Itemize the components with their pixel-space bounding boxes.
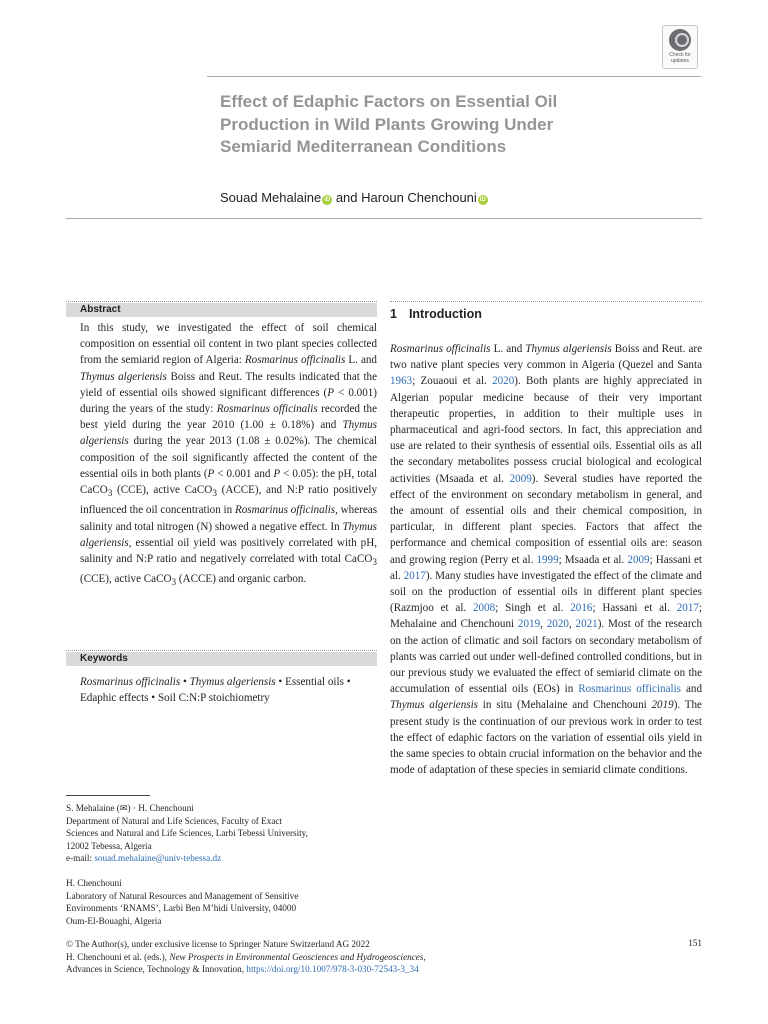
- affiliation-line: Sciences and Natural and Life Sciences, Larbi Tebessi University,: [66, 828, 308, 838]
- keyword: Thymus algeriensis: [189, 676, 276, 688]
- section-title: Introduction: [408, 307, 482, 321]
- author-line: [220, 190, 700, 205]
- citation-link[interactable]: 2021: [575, 618, 598, 631]
- copyright-line: © The Author(s), under exclusive license to Springer Nature Switzerland AG 2022: [66, 939, 370, 949]
- citation-link[interactable]: 2016: [570, 602, 593, 615]
- check-updates-icon: [669, 29, 691, 51]
- affiliation-line: H. Chenchouni: [66, 878, 122, 888]
- citation-link[interactable]: 2017: [676, 602, 699, 615]
- title-line: Effect of Edaphic Factors on Essential Oil: [220, 92, 558, 111]
- top-divider: [207, 76, 701, 77]
- citation-link[interactable]: 2020: [492, 375, 515, 388]
- affiliation-line: 12002 Tebessa, Algeria: [66, 840, 152, 851]
- citation-link[interactable]: Rosmarinus officinalis: [578, 683, 681, 696]
- author-separator: and: [335, 190, 358, 205]
- keyword: Rosmarinus officinalis: [80, 676, 181, 688]
- keyword: Essential oils: [285, 676, 344, 688]
- series-line: Advances in Science, Technology & Innovation, https://doi.org/10.1007/978-3-030-72543-3_34: [66, 964, 419, 974]
- badge-line-2: updates: [671, 58, 689, 64]
- badge-line-1: Check for: [669, 52, 691, 58]
- affiliation-2: [66, 877, 386, 927]
- author-name: Souad Mehalaine: [220, 190, 322, 205]
- keywords-rule: [66, 650, 377, 651]
- citation-line: H. Chenchouni et al. (eds.), New Prospects in Environmental Geosciences and Hydrogeosciences,: [66, 951, 426, 962]
- keywords-heading: Keywords: [66, 652, 377, 666]
- affiliation-line: Department of Natural and Life Sciences, Faculty of Exact: [66, 815, 283, 826]
- citation-link[interactable]: 2009: [509, 472, 532, 485]
- page-number: 151: [688, 938, 702, 948]
- citation-link[interactable]: 2020: [546, 618, 569, 631]
- check-for-updates-badge[interactable]: [662, 25, 698, 69]
- citation-link[interactable]: 2008: [473, 602, 496, 615]
- affiliation-line: Oum-El-Bouaghi, Algeria: [66, 915, 162, 926]
- keywords-list: Rosmarinus officinalis • Thymus algeriensis • Essential oils • Edaphic effects • Soil C:N:P stoichiometry: [80, 676, 351, 705]
- author-name: Haroun Chenchouni: [361, 190, 477, 205]
- intro-rule: [390, 301, 702, 302]
- citation-link[interactable]: 1999: [536, 553, 559, 566]
- section-number: 1: [390, 307, 397, 321]
- affiliation-line: Environments ‘RNAMS’, Larbi Ben M’hidi University, 04000: [66, 903, 297, 913]
- title-line: Semiarid Mediterranean Conditions: [220, 137, 507, 156]
- doi-link[interactable]: https://doi.org/10.1007/978-3-030-72543-3_34: [246, 964, 419, 974]
- header-divider: [66, 218, 702, 219]
- footnote-divider: [66, 795, 150, 796]
- citation-link[interactable]: 2019: [517, 618, 541, 631]
- orcid-icon[interactable]: iD: [479, 197, 486, 203]
- citation-link[interactable]: 2009: [627, 553, 650, 566]
- email-link[interactable]: souad.mehalaine@univ-tebessa.dz: [94, 853, 222, 863]
- citation-link[interactable]: 1963: [390, 375, 413, 388]
- citation-link[interactable]: 2017: [403, 569, 426, 582]
- affiliation-line: Laboratory of Natural Resources and Management of Sensitive: [66, 890, 299, 901]
- affiliation-1: [66, 802, 386, 865]
- intro-body: Rosmarinus officinalis L. and Thymus algeriensis Boiss and Reut. are two native plant species very common in Algeria (Quezel and Santa 1963; Zouaoui et al. 2020). Both plants are highly appreciated in Algerian popular medicine because of their very important therapeutic properties, in addition to their multiple uses in pharmaceutical and agri-food sectors. In fact, this appreciation and use are related to their synthesis of essential oils. Essential oils as all the secondary metabolites possess crucial biological and ecological activities (Msaada et al. 2009). Several studies have reported the effect of the environment on secondary metabolism in general, and the amount of essential oils and their chemical composition, in particular, in different plant species. Factors that affect the performance and chemical composition of essential oils are: season and growing region (Perry et al. 1999; Msaada et al. 2009; Hassani et al. 2017). Many studies have investigated the effect of the climate and soil on the production of essential oils in different plant species (Razmjoo et al. 2008; Singh et al. 2016; Hassani et al. 2017; Mehalaine and Chenchouni 2019, 2020, 2021). Most of the research on the action of climatic and soil factors on secondary metabolism of plants was carried out under well-defined controlled conditions, but in our previous study we evaluated the effect of semiarid climate on the accumulation of essential oils (EOs) in Rosmarinus officinalis and Thymus algeriensis in situ (Mehalaine and Chenchouni 2019). The present study is the continuation of our previous work in order to test the effect of edaphic factors on the variation of essential oils yield in the same species to obtain crucial information on the behavior and the mode of adaptation of these species in semiarid climate conditions.: [390, 343, 703, 777]
- abstract-body: In this study, we investigated the effect of soil chemical composition on essential oil content in two plant species collected from the semiarid region of Algeria: Rosmarinus officinalis L. and Thymus algeriensis Boiss and Reut. The results indicated that the yield of essential oils showed significant differences (P < 0.001) during the years of the study: Rosmarinus officinalis recorded the best yield during the year 2010 (1.00 ± 0.18%) and Thymus algeriensis during the year 2013 (1.08 ± 0.02%). The chemical composition of the soil significantly affected the content of the essential oils in both plants (P < 0.001 and P < 0.05): the pH, total CaCO$_3$ (CCE), active CaCO$_3$ (ACCE), and N:P ratio positively influenced the oil concentration in Rosmarinus officinalis, whereas salinity and total nitrogen (N) showed a negative effect. In Thymus algeriensis, essential oil yield was positively correlated with pH, salinity and N:P ratio and negatively correlated with total CaCO$_3$ (CCE), active CaCO$_3$ (ACCE) and organic carbon.: [80, 322, 378, 589]
- email-line: e-mail: souad.mehalaine@univ-tebessa.dz: [66, 853, 222, 863]
- orcid-icon[interactable]: iD: [324, 197, 331, 203]
- chapter-title: [220, 91, 700, 159]
- intro-heading: [390, 307, 482, 321]
- affiliation-line: S. Mehalaine (✉) · H. Chenchouni: [66, 803, 194, 813]
- abstract-heading: Abstract: [66, 303, 377, 317]
- title-line: Production in Wild Plants Growing Under: [220, 114, 554, 134]
- page-footer: [66, 938, 702, 976]
- abstract-rule: [66, 301, 377, 302]
- keyword: Soil C:N:P stoichiometry: [157, 692, 270, 705]
- keyword: Edaphic effects: [80, 692, 149, 705]
